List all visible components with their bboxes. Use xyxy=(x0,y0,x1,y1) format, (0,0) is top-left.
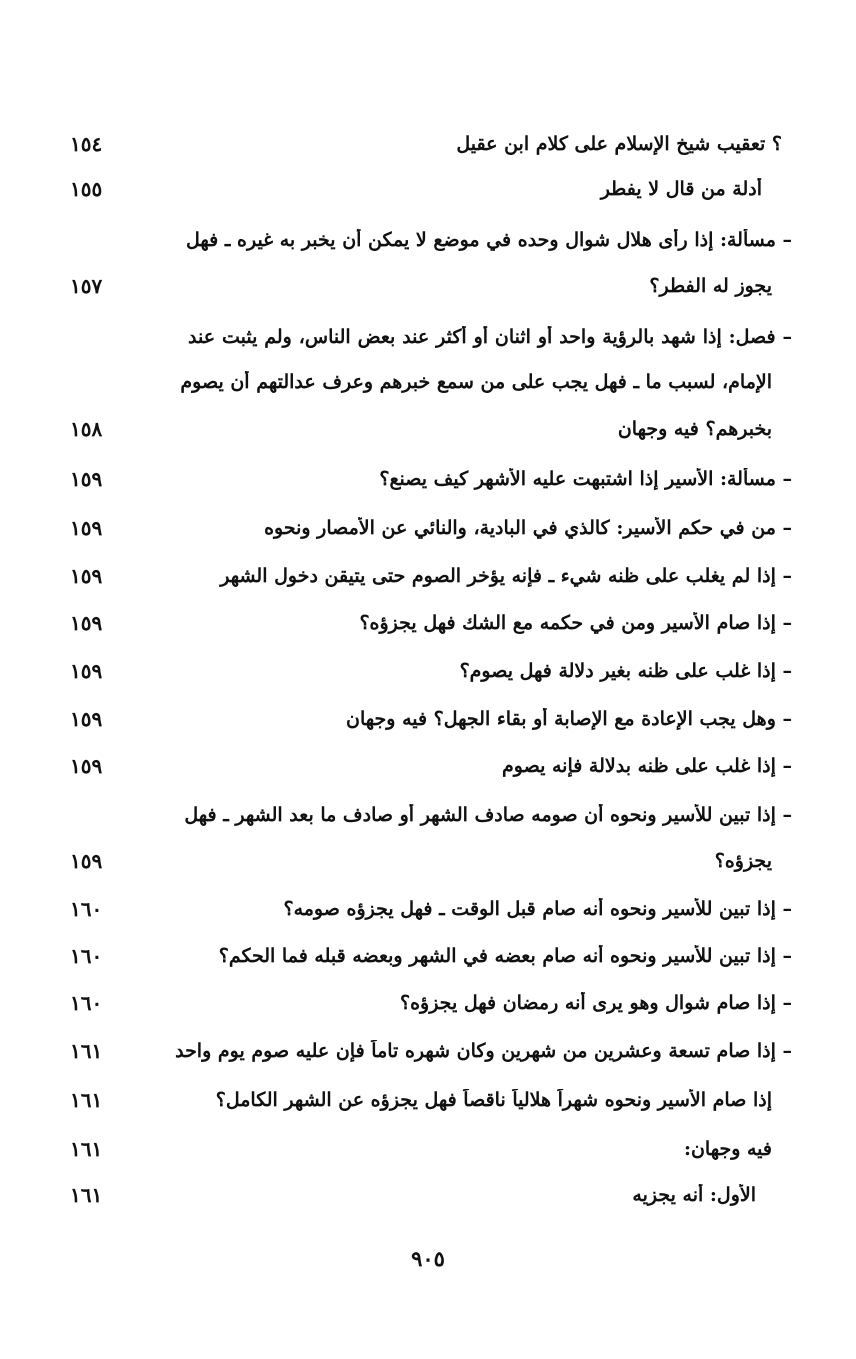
entry-page-number: ١٥٧ xyxy=(70,274,103,298)
entry-text: – إذا صام شوال وهو يرى أنه رمضان فهل يجزؤه؟ xyxy=(399,992,792,1014)
entry-page-number: ١٥٩ xyxy=(70,611,103,635)
toc-entry xyxy=(70,553,792,599)
toc-entry xyxy=(70,1028,792,1074)
entry-text: – فصل: إذا شهد بالرؤية واحد أو اثنان أو أكثر عند بعض الناس، ولم يثبت عند xyxy=(188,326,792,348)
toc-entry xyxy=(70,1126,792,1172)
entry-page-number: ١٦٠ xyxy=(70,991,103,1015)
entry-text: – إذا تبين للأسير ونحوه أنه صام قبل الوقت ـ فهل يجزؤه صومه؟ xyxy=(283,898,792,920)
toc-entry xyxy=(70,456,792,502)
toc-entry xyxy=(70,1172,792,1218)
entry-text: يجزؤه؟ xyxy=(714,850,772,872)
toc-entry xyxy=(70,838,792,884)
entry-text: – إذا صام تسعة وعشرين من شهرين وكان شهره تاماً فإن عليه صوم يوم واحد xyxy=(175,1040,792,1062)
entry-text: فيه وجهان: xyxy=(683,1138,772,1160)
entry-text: – من في حكم الأسير: كالذي في البادية، والنائي عن الأمصار ونحوه xyxy=(264,517,792,539)
toc-entry xyxy=(70,166,792,212)
entry-page-number: ١٥٤ xyxy=(70,132,103,156)
entry-text: – إذا تبين للأسير ونحوه أن صومه صادف الشهر أو صادف ما بعد الشهر ـ فهل xyxy=(184,804,792,826)
entry-text: – مسألة: الأسير إذا اشتبهت عليه الأشهر كيف يصنع؟ xyxy=(379,468,792,490)
entry-text: الإمام، لسبب ما ـ فهل يجب على من سمع خبرهم وعرف عدالتهم أن يصوم xyxy=(180,371,772,393)
entry-page-number: ١٥٩ xyxy=(70,707,103,731)
toc-entry xyxy=(70,314,792,360)
toc-entry xyxy=(70,406,792,452)
entry-text: – مسألة: إذا رأى هلال شوال وحده في موضع لا يمكن أن يخبر به غيره ـ فهل xyxy=(185,229,792,251)
entry-page-number: ١٥٩ xyxy=(70,659,103,683)
toc-entry xyxy=(70,359,792,405)
toc-entry xyxy=(70,1077,792,1123)
toc-entry xyxy=(70,263,792,309)
entry-page-number: ١٦١ xyxy=(70,1088,103,1112)
entry-page-number: ١٥٩ xyxy=(70,516,103,540)
toc-entry xyxy=(70,696,792,742)
toc-entry xyxy=(70,648,792,694)
entry-text: – إذا صام الأسير ومن في حكمه مع الشك فهل يجزؤه؟ xyxy=(359,612,792,634)
toc-entry xyxy=(70,217,792,263)
entry-page-number: ١٥٥ xyxy=(70,177,103,201)
entry-page-number: ١٥٨ xyxy=(70,417,103,441)
entry-page-number: ١٦١ xyxy=(70,1183,103,1207)
toc-entry xyxy=(70,933,792,979)
entry-page-number: ١٥٩ xyxy=(70,754,103,778)
entry-text: – إذا غلب على ظنه بغير دلالة فهل يصوم؟ xyxy=(459,660,792,682)
entry-page-number: ١٥٩ xyxy=(70,849,103,873)
page-number: ٩٠٥ xyxy=(411,1246,445,1271)
entry-text: يجوز له الفطر؟ xyxy=(649,275,772,297)
entry-text: – إذا غلب على ظنه بدلالة فإنه يصوم xyxy=(502,755,792,777)
toc-entry xyxy=(70,121,792,167)
toc-entry xyxy=(70,980,792,1026)
entry-text: ؟ تعقيب شيخ الإسلام على كلام ابن عقيل xyxy=(456,133,782,155)
entry-page-number: ١٦١ xyxy=(70,1039,103,1063)
toc-entry xyxy=(70,505,792,551)
entry-text: بخبرهم؟ فيه وجهان xyxy=(617,418,772,440)
entry-page-number: ١٦٠ xyxy=(70,944,103,968)
entry-text: الأول: أنه يجزيه xyxy=(632,1184,756,1206)
entry-text: أدلة من قال لا يفطر xyxy=(600,178,762,200)
toc-entry xyxy=(70,743,792,789)
entry-text: – إذا تبين للأسير ونحوه أنه صام بعضه في الشهر وبعضه قبله فما الحكم؟ xyxy=(218,945,792,967)
toc-entry xyxy=(70,886,792,932)
entry-page-number: ١٦١ xyxy=(70,1137,103,1161)
toc-entry xyxy=(70,600,792,646)
entry-text: – إذا لم يغلب على ظنه شيء ـ فإنه يؤخر الصوم حتى يتيقن دخول الشهر xyxy=(220,565,792,587)
toc-entry xyxy=(70,792,792,838)
entry-page-number: ١٦٠ xyxy=(70,897,103,921)
entry-text: إذا صام الأسير ونحوه شهراً هلالياً ناقصاً فهل يجزؤه عن الشهر الكامل؟ xyxy=(215,1089,772,1111)
entry-text: – وهل يجب الإعادة مع الإصابة أو بقاء الجهل؟ فيه وجهان xyxy=(346,708,792,730)
entry-page-number: ١٥٩ xyxy=(70,467,103,491)
entry-page-number: ١٥٩ xyxy=(70,564,103,588)
